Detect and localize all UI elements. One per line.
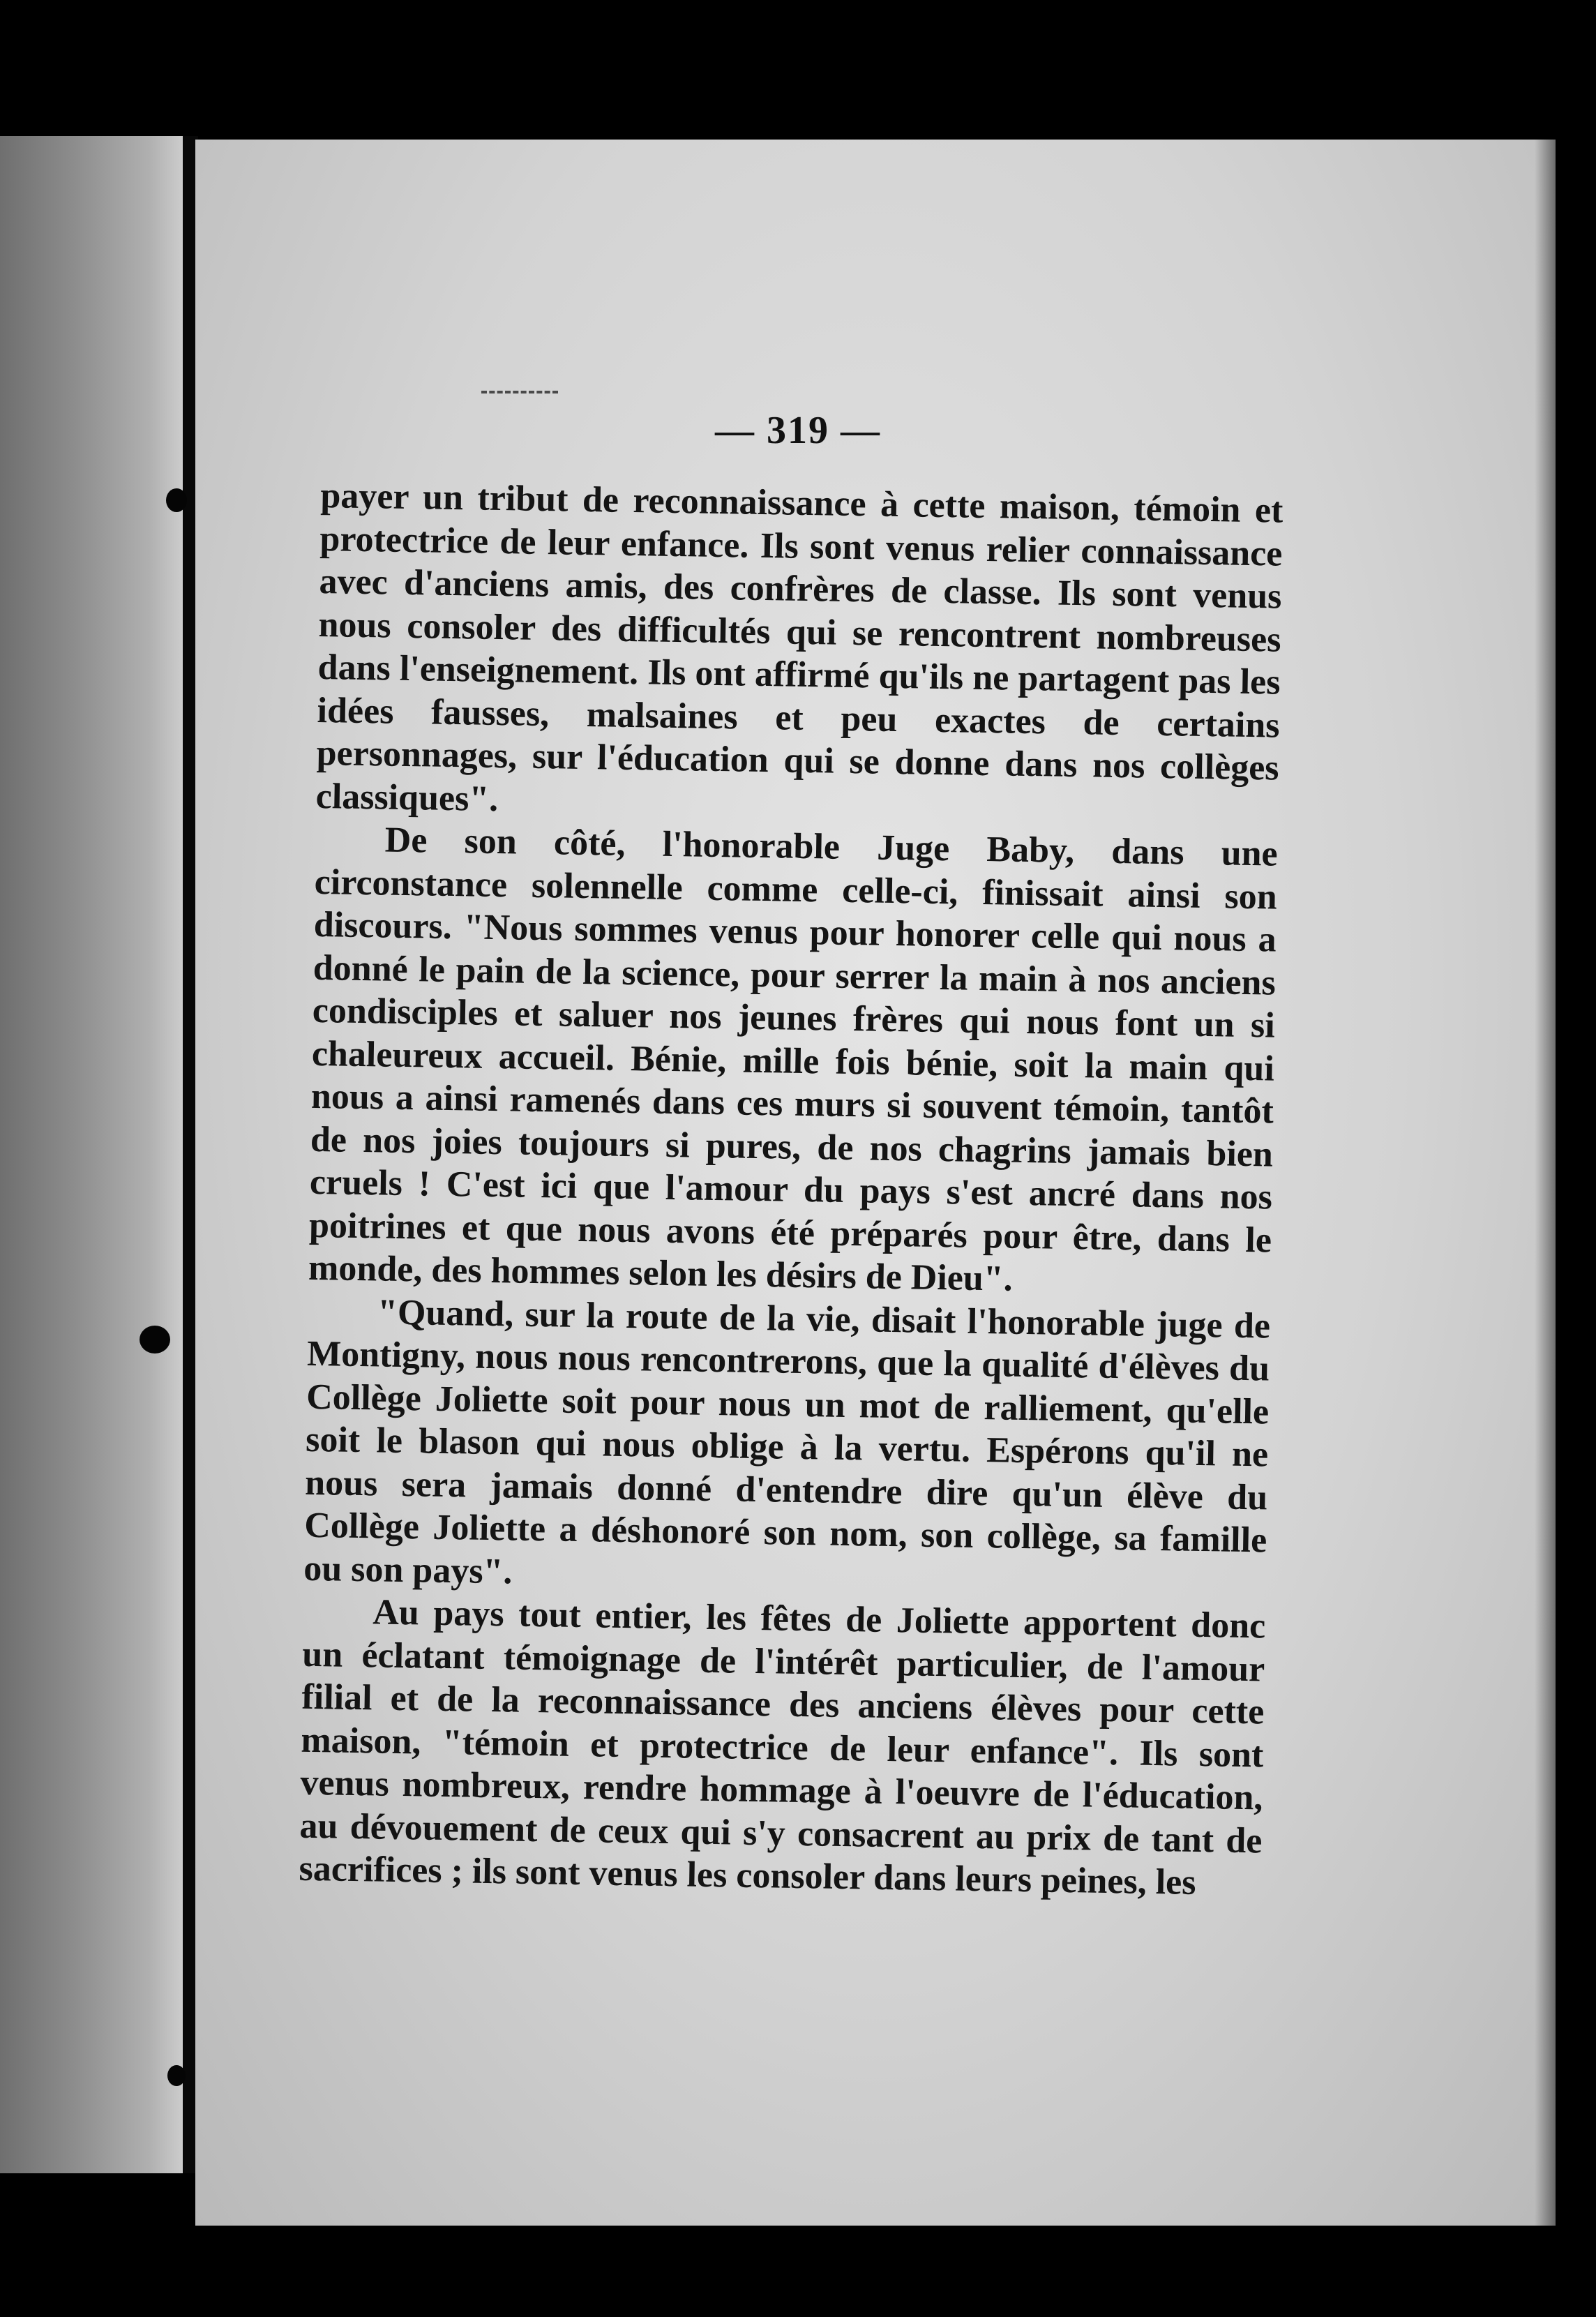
binding-hole (166, 488, 187, 512)
pencil-dash-mark (481, 391, 558, 393)
binding-hole (140, 1326, 170, 1354)
page-number: — 319 — (715, 409, 881, 452)
binding-hole (167, 2065, 186, 2086)
paragraph: "Quand, sur la route de la vie, disait l'honorable juge de Montigny, nous nous rencontrerons, que la qualité d'élèves du Collège Joliette soit pour nous un mot de ralliement, qu'elle soit le blason qui nous oblige à la vertu. Espérons qu'il ne nous sera jamais donné d'entendre dire qu'un élève du Collège Joliette a déshonoré son nom, son collège, sa famille ou son pays". (303, 1291, 1271, 1592)
paragraph: De son côté, l'honorable Juge Baby, dans une circonstance solennelle comme celle-ci, finissait ainsi son discours. "Nous sommes venus pour honorer celle qui nous a donné le pain de la science, pour serrer la main à nos anciens condisciples et saluer nos jeunes frères qui nous font un si chaleureux accueil. Bénie, mille fois bénie, soit la main qui nous a ainsi ramenés dans ces murs si souvent témoin, tantôt de nos joies toujours si pures, de nos chagrins jamais bien cruels ! C'est ici que l'amour du pays s'est ancré dans nos poitrines et que nous avons été préparés pour être, dans le monde, des hommes selon les désirs de Dieu". (308, 820, 1279, 1299)
page-body-text (299, 474, 1283, 1905)
paragraph: payer un tribut de reconnaissance à cette maison, témoin et protectrice de leur enfance. Ils sont venus relier connaissance avec d'anciens amis, des confrères de classe. Ils sont venus nous consoler des difficultés qui se rencontrent nombreuses dans l'enseignement. Ils ont affirmé qu'ils ne partagent pas les idées fausses, malsaines et peu exactes de certains personnages, sur l'éducation qui se donne dans nos collèges classiques". (315, 475, 1283, 819)
paragraph: Au pays tout entier, les fêtes de Joliette apportent donc un éclatant témoignage de l'intérêt particulier, de l'amour filial et de la reconnaissance des anciens élèves pour cette maison, "témoin et protectrice de leur enfance". Ils sont venus nombreux, rendre hommage à l'oeuvre de l'éducation, au dévouement de ceux qui s'y consacrent au prix de tant de sacrifices ; ils sont venus les consoler dans leurs peines, les (299, 1592, 1266, 1903)
